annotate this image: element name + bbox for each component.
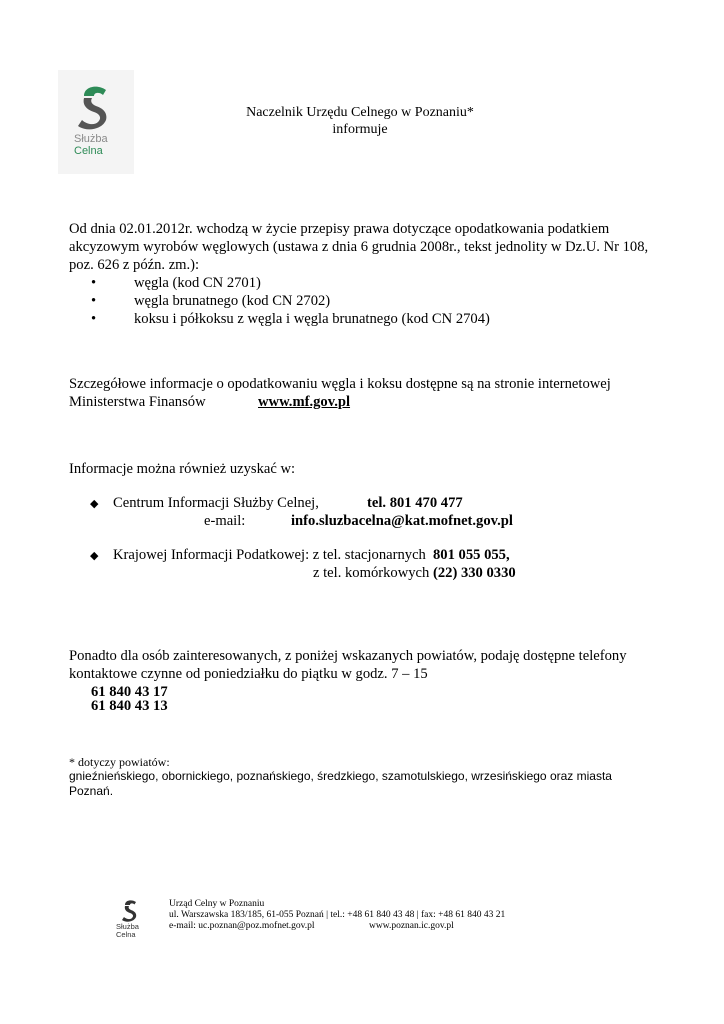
footnote-line2: gnieźnieńskiego, obornickiego, poznańskiego, średzkiego, szamotulskiego, wrzesińskiego oraz miasta	[69, 769, 612, 783]
footer-logo-line1: Służba	[116, 922, 139, 931]
diamond-bullet-icon: ◆	[90, 550, 99, 562]
product-item: koksu i półkoksu z węgla i węgla brunatnego (kod CN 2704)	[134, 311, 490, 327]
footnote-body	[69, 769, 689, 799]
product-item: węgla brunatnego (kod CN 2702)	[134, 293, 331, 309]
extra-paragraph	[69, 647, 659, 683]
footnote-line3: Poznań.	[69, 784, 114, 798]
phone-number: 61 840 43 17	[91, 684, 168, 700]
footer-address: ul. Warszawska 183/185, 61-055 Poznań | tel.: +48 61 840 43 48 | fax: +48 61 840 43 21	[169, 910, 506, 920]
mf-website-link[interactable]: www.mf.gov.pl	[258, 394, 351, 410]
product-bullet: •	[91, 293, 97, 309]
info-intro: Informacje można również uzyskać w:	[69, 461, 296, 477]
cisc-email[interactable]: info.sluzbacelna@kat.mofnet.gov.pl	[291, 513, 513, 529]
intro-paragraph	[69, 220, 659, 274]
diamond-bullet-icon: ◆	[90, 498, 99, 510]
phone-number: 61 840 43 13	[91, 698, 168, 714]
footer-text	[169, 899, 709, 932]
cisc-phone: tel. 801 470 477	[367, 495, 463, 511]
kip-mobile: (22) 330 0330	[433, 565, 516, 581]
product-bullet: •	[91, 311, 97, 327]
footer-logo-s-icon	[118, 898, 142, 922]
intro-line1: Od dnia 02.01.2012r. wchodzą w życie przepisy prawa dotyczące opodatkowania podatkiem	[69, 221, 610, 237]
kip-landline: 801 055 055,	[433, 547, 510, 563]
title-line2: informuje	[332, 122, 388, 137]
page-title	[0, 104, 724, 138]
kip-mobile-label: z tel. komórkowych	[313, 565, 430, 581]
cisc-name: Centrum Informacji Służby Celnej,	[113, 495, 319, 511]
intro-line3: poz. 626 z późn. zm.):	[69, 257, 200, 273]
extra-line1: Ponadto dla osób zainteresowanych, z poniżej wskazanych powiatów, podaję dostępne telefony	[69, 648, 627, 664]
logo-line1: Służba	[74, 133, 108, 145]
extra-line2: kontaktowe czynne od poniedziałku do piątku w godz. 7 – 15	[69, 666, 428, 682]
footnote-title: * dotyczy powiatów:	[69, 755, 170, 769]
product-item: węgla (kod CN 2701)	[134, 275, 261, 291]
footer-website[interactable]: www.poznan.ic.gov.pl	[369, 921, 454, 931]
product-bullet: •	[91, 275, 97, 291]
kip-name: Krajowej Informacji Podatkowej: z tel. stacjonarnych	[113, 547, 426, 563]
cisc-email-label: e-mail:	[204, 513, 246, 529]
intro-line2: akcyzowym wyrobów węglowych (ustawa z dnia 6 grudnia 2008r., tekst jednolity w Dz.U. Nr 108,	[69, 239, 649, 255]
footer-email: e-mail: uc.poznan@poz.mofnet.gov.pl	[169, 921, 315, 931]
details-line1: Szczegółowe informacje o opodatkowaniu węgla i koksu dostępne są na stronie internetowej	[69, 376, 611, 392]
footer-org: Urząd Celny w Poznaniu	[169, 899, 265, 909]
details-paragraph	[69, 375, 659, 393]
footer-logo-line2: Celna	[116, 930, 136, 939]
footer-logo	[108, 896, 154, 942]
details-line2: Ministerstwa Finansów	[69, 394, 206, 410]
title-line1: Naczelnik Urzędu Celnego w Poznaniu*	[246, 105, 474, 120]
logo-line2: Celna	[74, 145, 103, 157]
